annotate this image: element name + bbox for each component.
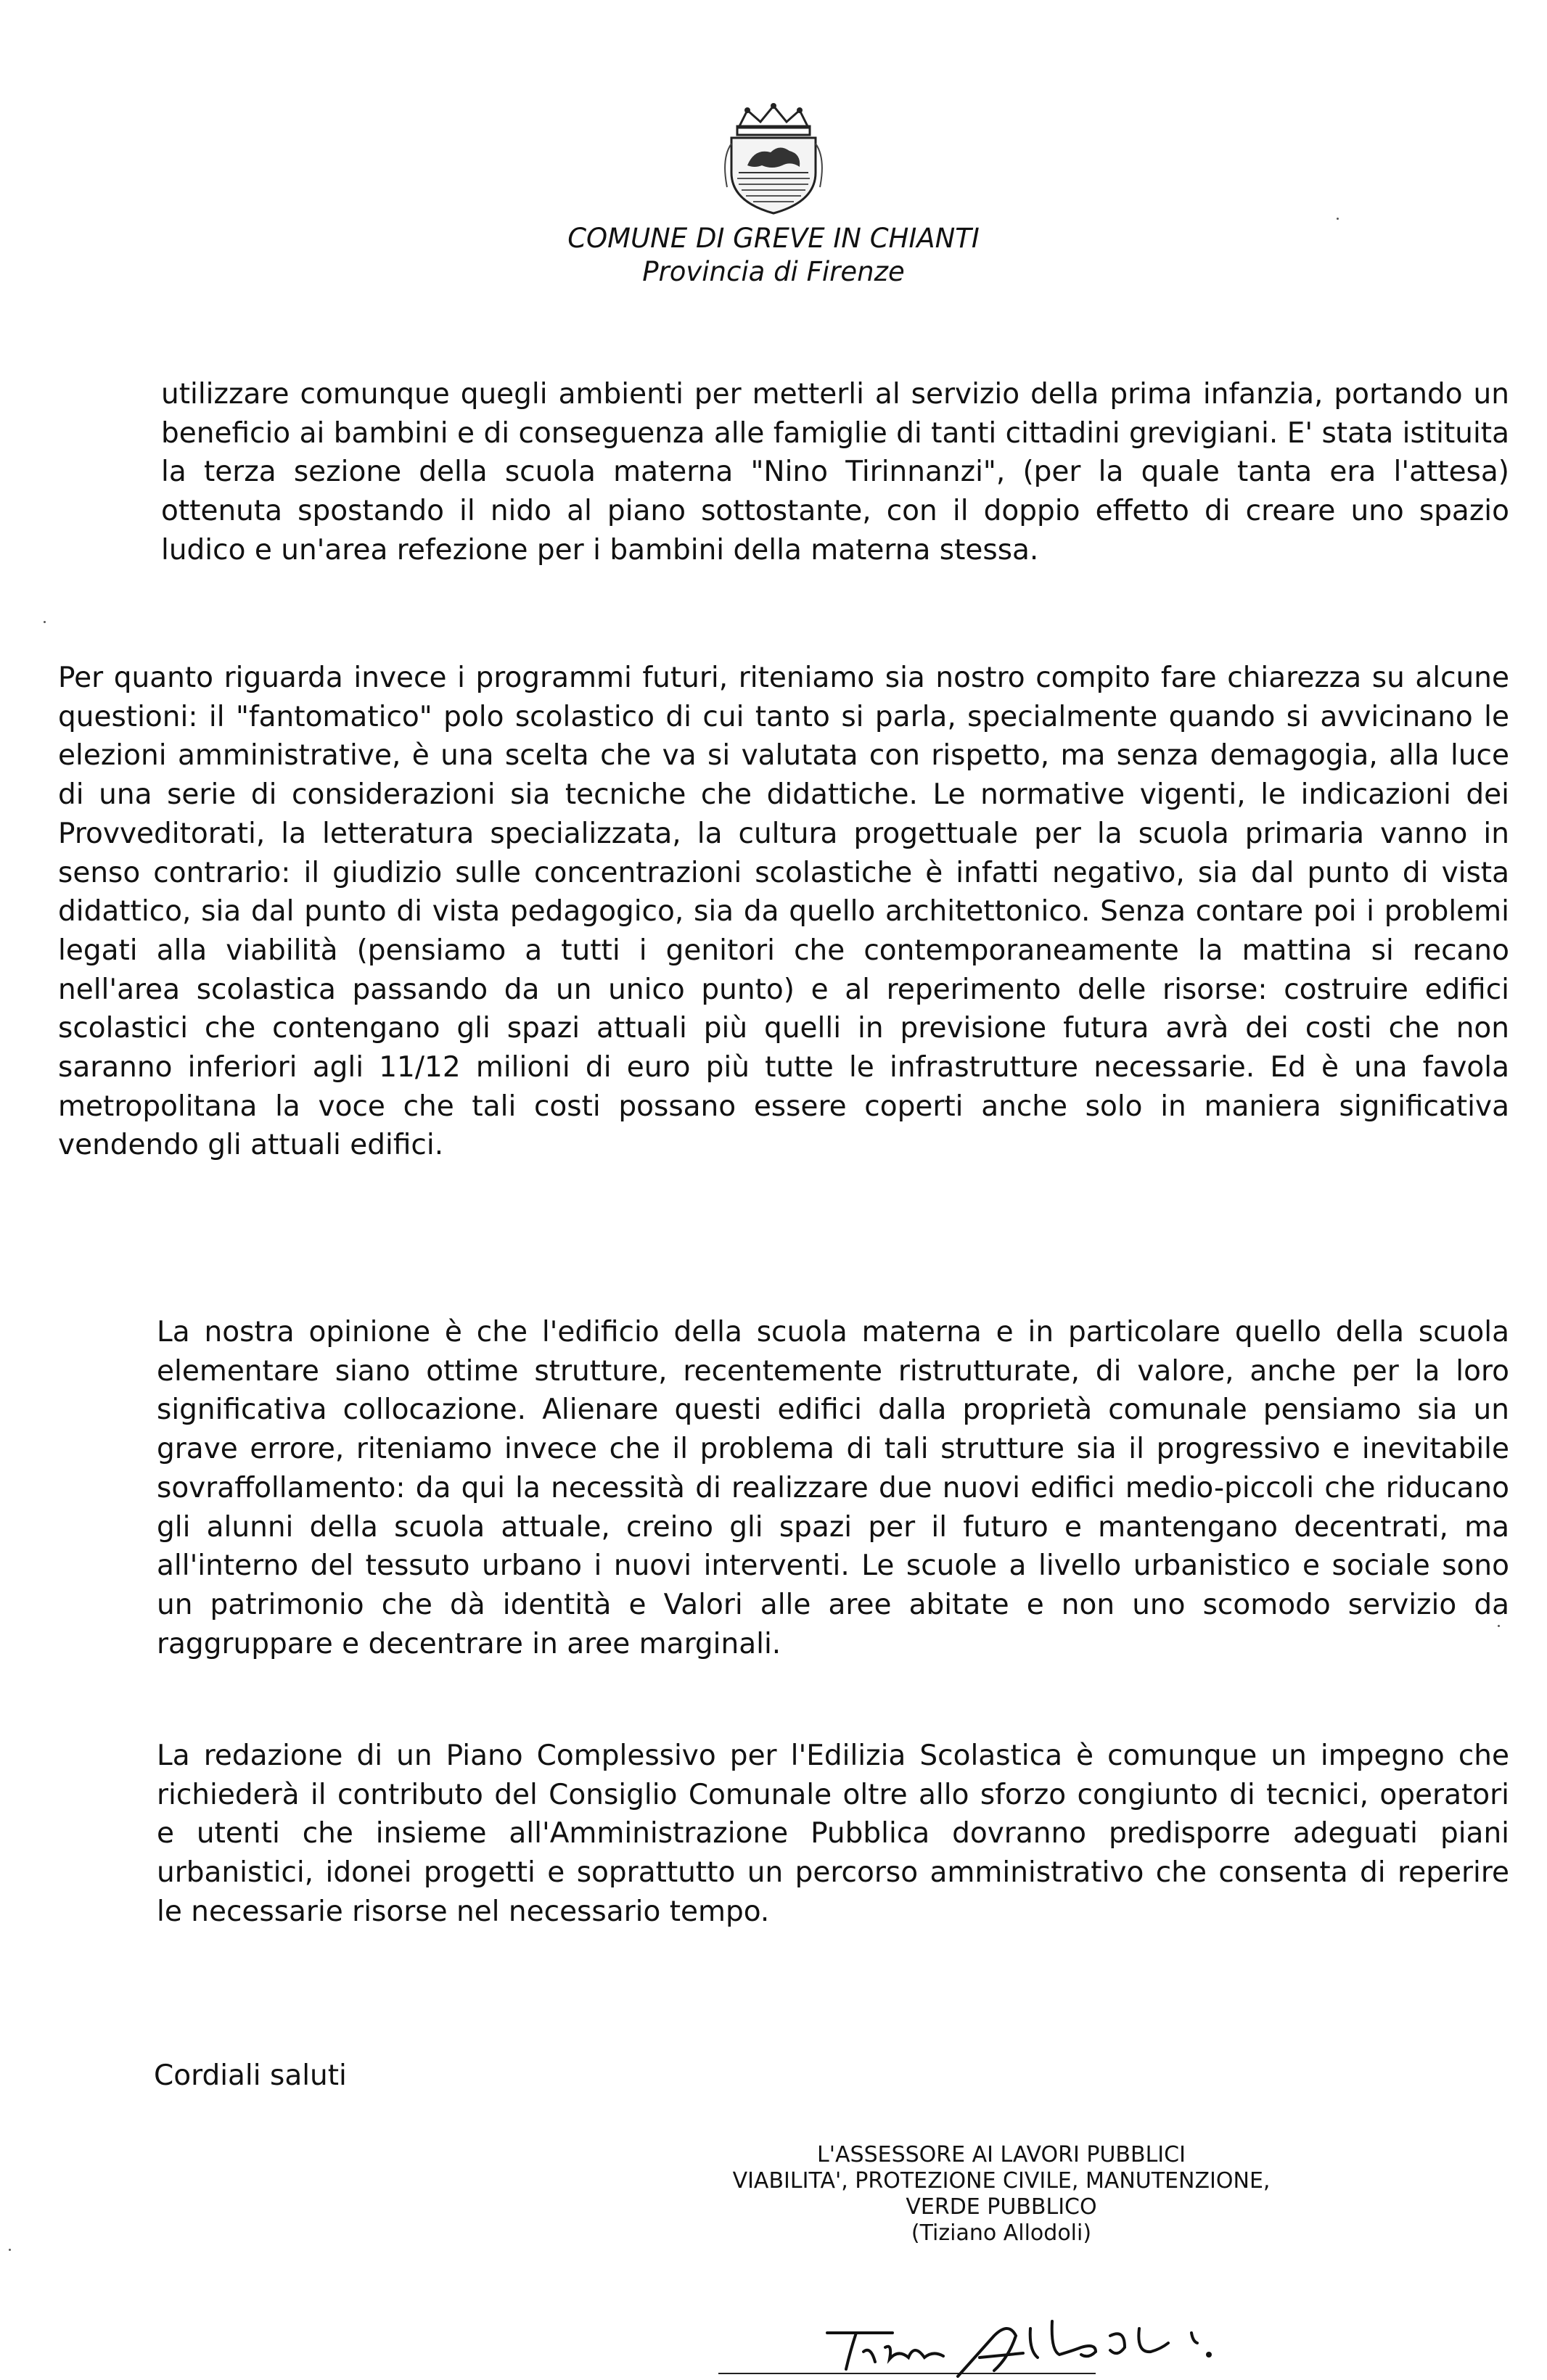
signatory-title: L'ASSESSORE AI LAVORI PUBBLICI <box>817 2142 1186 2167</box>
signatory-department: VIABILITA', PROTEZIONE CIVILE, MANUTENZIONE, <box>732 2168 1271 2194</box>
body-paragraph-2: Per quanto riguarda invece i programmi futuri, riteniamo sia nostro compito fare chiarezza su alcune questioni: il "fantomatico" polo scolastico di cui tanto si parla, specialmente quando si avvicinano le elezioni amministrative, è una scelta che va si valutata con rispetto, ma senza demagogia, alla luce di una serie di considerazioni sia tecniche che didattiche. Le normative vigenti, le indicazioni dei Provveditorati, la letteratura specializzata, la cultura progettuale per la scuola primaria vanno in senso contrario: il giudizio sulle concentrazioni scolastiche è infatti negativo, sia dal punto di vista didattico, sia dal punto di vista pedagogico, sia da quello architettonico. Senza contare poi i problemi legati alla viabilità (pensiamo a tutti i genitori che contemporaneamente la mattina si recano nell'area scolastica passando da un unico punto) e al reperimento delle risorse: costruire edifici scolastici che contengano gli spazi attuali più quelli in previsione futura avrà dei costi che non saranno inferiori agli 11/12 milioni di euro più tutte le infrastrutture necessarie. Ed è una favola metropolitana la voce che tali costi possano essere coperti anche solo in maniera significativa vendendo gli attuali edifici. <box>58 662 1509 1162</box>
scan-speck <box>44 621 46 623</box>
signatory-name: (Tiziano Allodoli) <box>911 2220 1092 2246</box>
signatory-department-cont: VERDE PUBBLICO <box>906 2194 1097 2220</box>
handwritten-signature <box>718 2307 1342 2379</box>
scan-speck <box>1337 218 1339 220</box>
province-subtitle: Provincia di Firenze <box>642 256 905 287</box>
body-paragraph-4: La redazione di un Piano Complessivo per l'Edilizia Scolastica è comunque un impegno che richiederà il contributo del Consiglio Comunale oltre allo sforzo congiunto di tecnici, operatori e utenti che insieme all'Amministrazione Pubblica dovranno predisporre adeguati piani urbanistici, idonei progetti e soprattutto un percorso amministrativo che consenta di reperire le necessarie risorse nel necessario tempo. <box>157 1739 1509 1928</box>
body-paragraph-1: utilizzare comunque quegli ambienti per metterli al servizio della prima infanzia, portando un beneficio ai bambini e di conseguenza alle famiglie di tanti cittadini grevigiani. E' stata istituita la terza sezione della scuola materna "Nino Tirinnanzi", (per la quale tanta era l'attesa) ottenuta spostando il nido al piano sottostante, con il doppio effetto di creare uno spazio ludico e un'area refezione per i bambini della materna stessa. <box>161 378 1509 567</box>
municipality-title: COMUNE DI GREVE IN CHIANTI <box>567 223 980 254</box>
scan-speck <box>1498 1625 1500 1627</box>
signature-block <box>653 2142 1350 2247</box>
closing-salutation: Cordiali saluti <box>154 2059 347 2092</box>
scan-speck <box>9 2249 11 2251</box>
body-paragraph-3: La nostra opinione è che l'edificio della scuola materna e in particolare quello della scuola elementare siano ottime strutture, recentemente ristrutturate, di valore, anche per la loro significativa collocazione. Alienare questi edifici dalla proprietà comunale pensiamo sia un grave errore, riteniamo invece che il problema di tali strutture sia il progressivo e inevitabile sovraffollamento: da qui la necessità di realizzare due nuovi edifici medio-piccoli che riducano gli alunni della scuola attuale, creino gli spazi per il futuro e mantengano decentrati, ma all'interno del tessuto urbano i nuovi interventi. Le scuole a livello urbanistico e sociale sono un patrimonio che dà identità e Valori alle aree abitate e non uno scomodo servizio da raggruppare e decentrare in aree marginali. <box>157 1316 1509 1660</box>
municipal-crest-icon <box>710 100 837 216</box>
